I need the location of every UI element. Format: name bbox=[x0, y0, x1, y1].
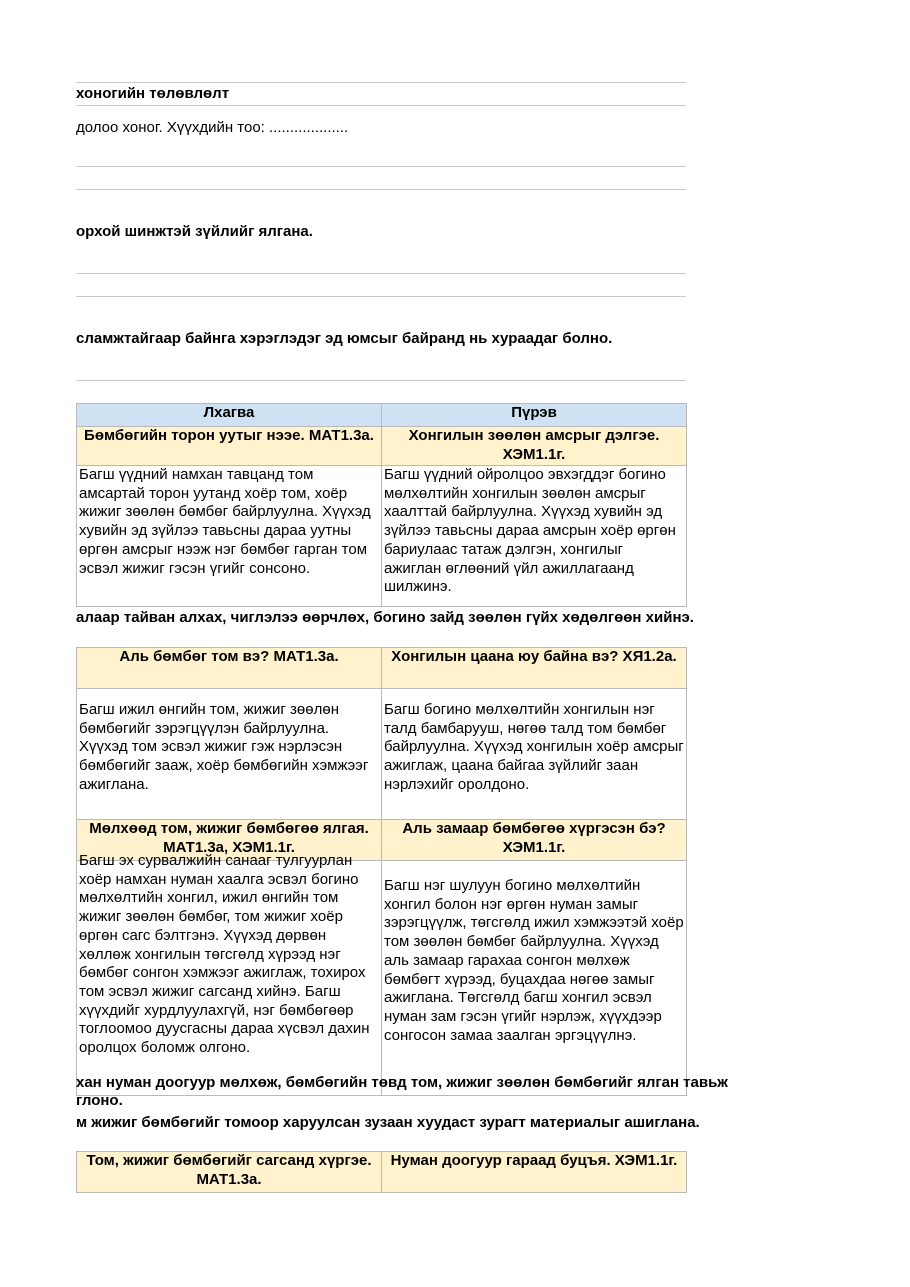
activity-text: Багш эх сурвалжийн санааг тулгуурлан хоёр намхан нуман хаалга эсвэл богино мөлхөлтийн хонгил, ижил өнгийн том жижиг зөөлөн бөмбөг, том жижиг хоёр өргөн сагс бэлтгэнэ. Хүүхэд дөрвөн хөллөж хонгилын төгсгөлд хүрээд нэг бөмбөг сонгон хэмжээг ажиглаж, тохирох том эсвэл жижиг сагсанд хийнэ. Багш хүүхдийг хурдлуулахгүй, нэг бөмбөгөөр тоглоомоо дуусгасны дараа хүсвэл дахин оролцох боломж олгоно. bbox=[79, 852, 370, 1057]
day-header-wednesday: Лхагва bbox=[77, 404, 382, 427]
activity-description bbox=[77, 689, 382, 820]
rule-line bbox=[76, 166, 686, 167]
activity-text: Багш богино мөлхөлтийн хонгилын нэг талд бамбарууш, нөгөө талд том бөмбөг байрлуулна. Хүүхэд хонгилын хоёр амсрыг ажиглаж, цаана байгаа зүйлийг заан нэрлэхийг оролдоно. bbox=[384, 701, 684, 793]
activity-title: Аль замаар бөмбөгөө хүргэсэн бэ? ХЭМ1.1г. bbox=[382, 820, 687, 861]
summary-line-continued: глоно. bbox=[76, 1092, 123, 1109]
rule-line bbox=[76, 189, 686, 190]
activity-text: Багш ижил өнгийн том, жижиг зөөлөн бөмбөгийг зэрэгцүүлэн байрлуулна. Хүүхэд том эсвэл жижиг гэж нэрлэсэн бөмбөгийг зааж, хоёр бөмбөгийн хэмжээг ажиглана. bbox=[79, 701, 369, 793]
activity-description bbox=[382, 861, 687, 1096]
activity-table bbox=[76, 647, 728, 1096]
rule-line bbox=[76, 105, 686, 106]
activity-title: Нуман доогуур гараад буцъя. ХЭМ1.1г. bbox=[382, 1152, 687, 1193]
habit-line: сламжтайгаар байнга хэрэглэдэг эд юмсыг байранд нь хураадаг болно. bbox=[76, 330, 613, 347]
rule-line bbox=[76, 82, 686, 83]
activity-title: Мөлхөөд том, жижиг бөмбөгөө ялгая. МАТ1.3а, ХЭМ1.1г. bbox=[77, 820, 382, 861]
activity-text: Багш нэг шулуун богино мөлхөлтийн хонгил болон нэг өргөн нуман замыг зэрэгцүүлж, төгсгөлд ижил хэмжээтэй хоёр том зөөлөн бөмбөг байрлуулна. Хүүхэд аль замаар гарахаа сонгон мөлхөж бөмбөгт хүрээд, буцахдаа нөгөө замыг ажиглана. Төгсгөлд багш хонгил эсвэл нуман зам гэсэн үгийг нэрлэж, хүүхдээр сонгосон замаа заалган эргэцүүлнэ. bbox=[384, 877, 684, 1044]
summary-line: хан нуман доогуур мөлхөж, бөмбөгийн төвд том, жижиг зөөлөн бөмбөгийг ялган тавьж bbox=[76, 1074, 728, 1091]
activity-text: Багш үүдний намхан тавцанд том амсартай торон уутанд хоёр том, хоёр жижиг зөөлөн бөмбөг байрлуулна. Хүүхэд хувийн эд зүйлээ тавьсны дараа уутны өргөн амсрыг нээж нэг бөмбөг гарган том эсвэл жижиг гэсэн үгийг сонсоно. bbox=[79, 466, 371, 577]
morning-table bbox=[76, 403, 687, 607]
activity-text-clip bbox=[79, 852, 379, 1081]
movement-line: алаар тайван алхах, чиглэлээ өөрчлөх, богино зайд зөөлөн гүйх хөдөлгөөн хийнэ. bbox=[76, 609, 694, 626]
activity-title: Хонгилын зөөлөн амсрыг дэлгэе. ХЭМ1.1г. bbox=[382, 427, 687, 466]
week-line: долоо хоног. Хүүхдийн тоо: ................... bbox=[76, 119, 349, 136]
activity-title: Том, жижиг бөмбөгийг сагсанд хүргэе. МАТ1.3а. bbox=[77, 1152, 382, 1193]
activity-text: Багш үүдний ойролцоо эвхэгддэг богино мөлхөлтийн хонгилын зөөлөн амсрыг хаалттай байрлуулна. Хүүхэд хувийн эд зүйлээ тавьсны дараа амсрын хоёр өргөн бариулаас татаж дэлгэн, хонгилыг ажиглан өглөөний үйл ажиллагаанд шилжинэ. bbox=[384, 466, 676, 596]
activity-title: Аль бөмбөг том вэ? МАТ1.3а. bbox=[77, 648, 382, 689]
rule-line bbox=[76, 380, 686, 381]
next-activity-table bbox=[76, 1151, 687, 1193]
activity-description bbox=[382, 689, 687, 820]
activity-description bbox=[77, 852, 382, 1096]
activity-title: Бөмбөгийн торон уутыг нээе. МАТ1.3а. bbox=[77, 427, 382, 466]
material-line: м жижиг бөмбөгийг томоор харуулсан зузаан хуудаст зурагт материалыг ашиглана. bbox=[76, 1114, 700, 1131]
rule-line bbox=[76, 296, 686, 297]
activity-description bbox=[382, 466, 687, 607]
rule-line bbox=[76, 273, 686, 274]
goal-line: орхой шинжтэй зүйлийг ялгана. bbox=[76, 223, 313, 240]
section-title: хоногийн төлөвлөлт bbox=[76, 85, 230, 102]
day-header-thursday: Пүрэв bbox=[382, 404, 687, 427]
activity-title: Хонгилын цаана юу байна вэ? ХЯ1.2а. bbox=[382, 648, 687, 689]
activity-description bbox=[77, 466, 382, 607]
